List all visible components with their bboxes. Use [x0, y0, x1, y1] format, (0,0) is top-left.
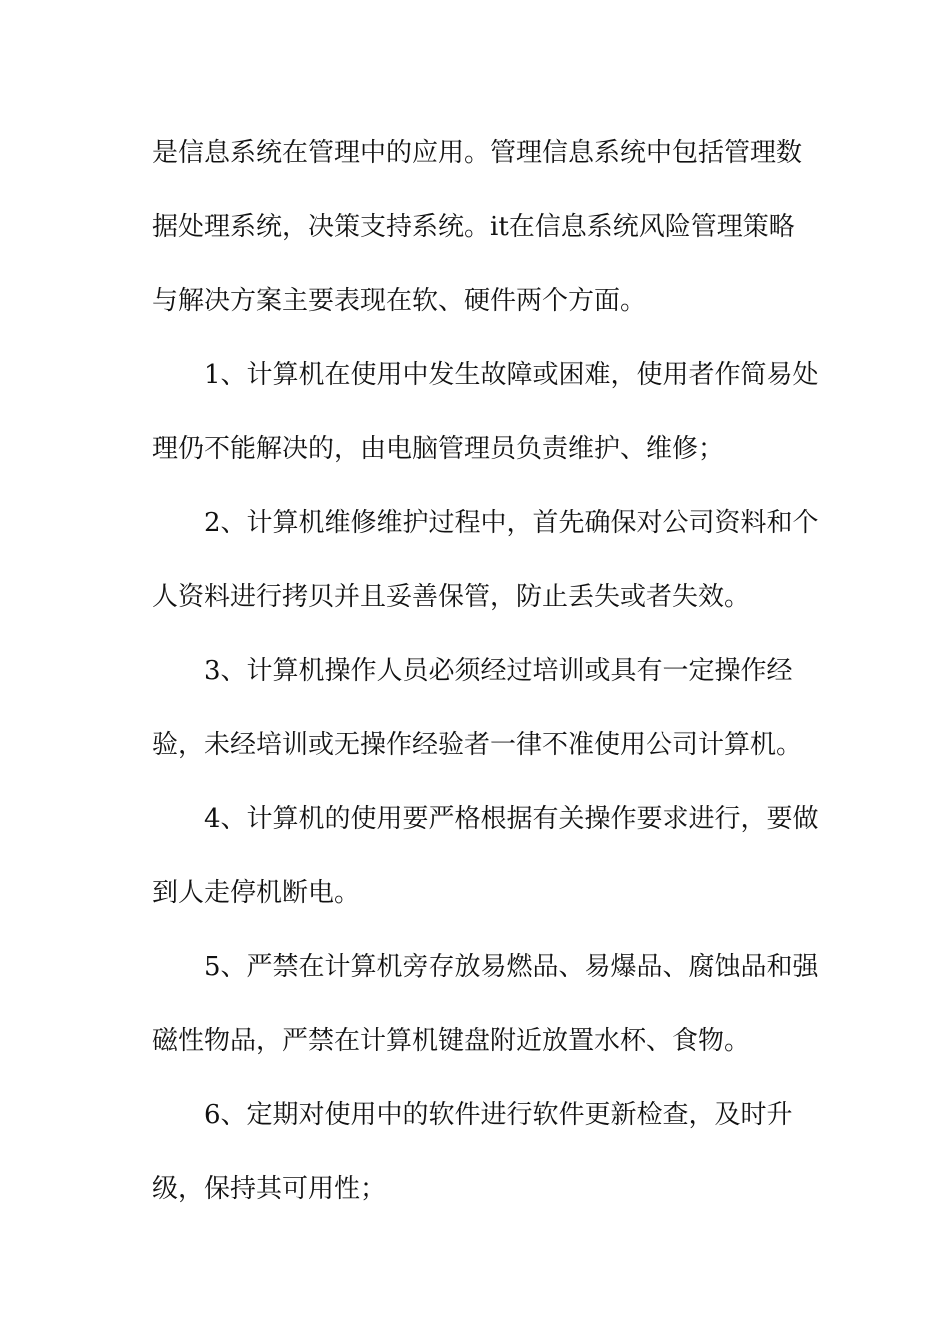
list-item-6-line-1: 6、定期对使用中的软件进行软件更新检查，及时升: [204, 1100, 793, 1130]
list-item-3-line-2: 验，未经培训或无操作经验者一律不准使用公司计算机。: [152, 730, 803, 760]
document-body: [152, 124, 819, 1234]
text-line: 据处理系统，决策支持系统。it在信息系统风险管理策略: [152, 212, 795, 242]
list-item-4-line-2: 到人走停机断电。: [152, 878, 361, 908]
list-item-2-line-1: 2、计算机维修维护过程中，首先确保对公司资料和个: [204, 508, 819, 538]
text-line: 与解决方案主要表现在软、硬件两个方面。: [152, 286, 647, 316]
list-item-5-line-1: 5、严禁在计算机旁存放易燃品、易爆品、腐蚀品和强: [204, 952, 819, 982]
list-item-1-line-2: 理仍不能解决的，由电脑管理员负责维护、维修；: [152, 434, 725, 464]
list-item-5-line-2: 磁性物品，严禁在计算机键盘附近放置水杯、食物。: [152, 1026, 751, 1056]
list-item-3-line-1: 3、计算机操作人员必须经过培训或具有一定操作经: [204, 656, 793, 686]
list-item-2-line-2: 人资料进行拷贝并且妥善保管，防止丢失或者失效。: [152, 582, 751, 612]
list-item-4-line-1: 4、计算机的使用要严格根据有关操作要求进行，要做: [204, 804, 819, 834]
list-item-1-line-1: 1、计算机在使用中发生故障或困难，使用者作简易处: [204, 360, 819, 390]
list-item-6-line-2: 级，保持其可用性；: [152, 1174, 387, 1204]
text-line: 是信息系统在管理中的应用。管理信息系统中包括管理数: [152, 138, 803, 168]
